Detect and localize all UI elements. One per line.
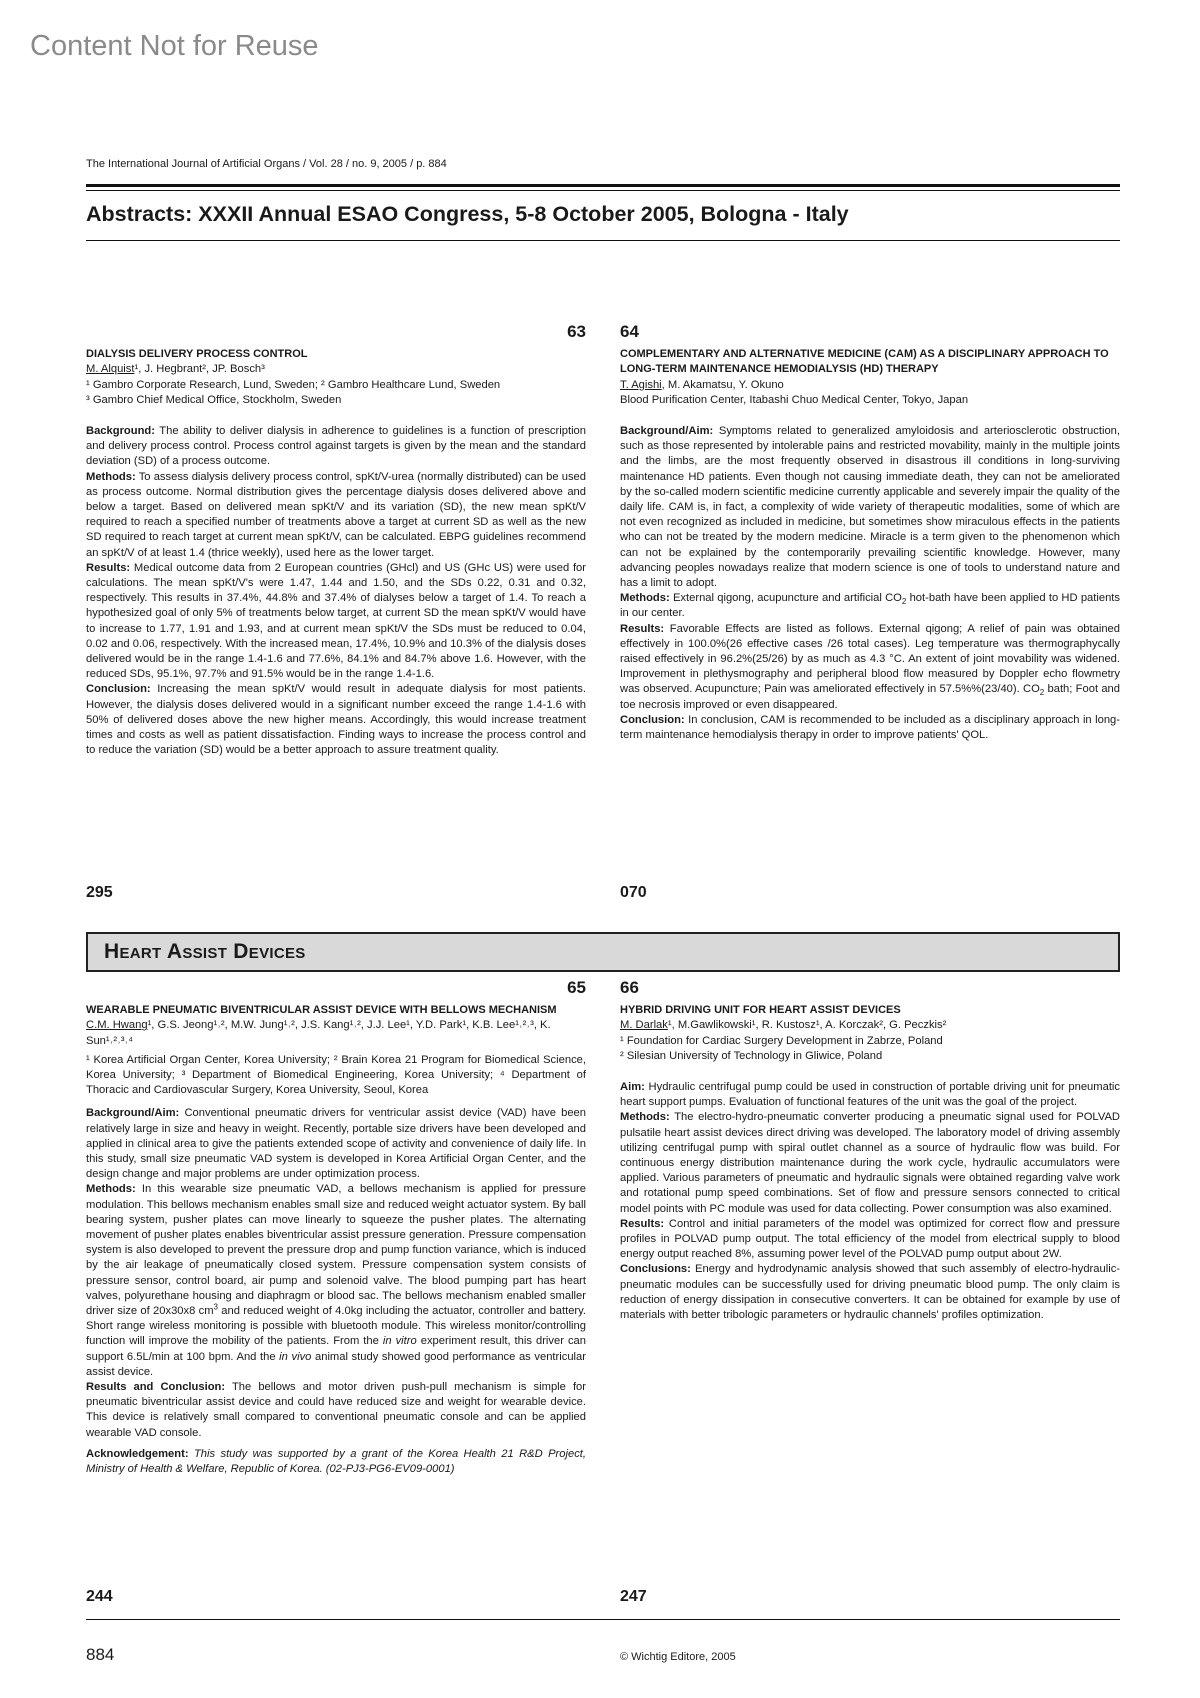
abstract-body: Background/Aim: Conventional pneumatic drivers for ventricular assist device (VAD) have been relatively large in size and heavy in weight. Recently, portable size drivers have been developed and applied in clinical area to give the patients extended scope of activity and convenience of daily life. In this study, small size pneumatic VAD system is developed in Korea Artificial Organ Center, and the design change and major problems are under optimization process. Methods: In this wearable size pneumatic VAD, a bellows mechanism is applied for pressure modulation. This bellows mechanism enables small size and reduced weight actuator system. By ball bearing system, pusher plates can move linearly to squeeze the pusher plates. The alternating movement of pusher plates enables biventricular assist pressure generation. Pressure compensation system is also developed to prevent the pressure drop and pump function variance, which is induced by the air leakage of pneumatically closed system. Pressure compensation system consists of pressure sensor, control board, air pump and solenoid valve. The blood pumping part has heart valves, polyurethane housing and diaphragm or blood sac. The bellows mechanism enabled smaller driver size of 20x30x8 $cm^3$ and reduced weight of 4.0kg including the actuator, controller and battery. Short range wireless monitoring is possible with bluetooth module. This wireless monitor/controlling function will improve the mobility of the patients. From the in vitro experiment result, this driver can support 6.5L/min at 100 bpm. And the in vivo animal study showed good performance as ventricular assist device. Results and Conclusion: The bellows and motor driven push-pull mechanism is simple for pneumatic biventricular assist device and could have reduced size and weight for wearable device. This device is relatively small compared to conventional pneumatic console and can be applied wearable VAD console. Acknowledgement: This study was supported by a grant of the Korea Health 21 R&D Project, Ministry of Health & Welfare, Republic of Korea. (02-PJ3-PG6-EV09-0001) <box>86 1107 587 1476</box>
header-rule-thin <box>86 190 1120 191</box>
abstract-affiliation: ¹ Foundation for Cardiac Surgery Development in Zabrze, Poland <box>620 1034 943 1047</box>
abstract-body: Background: The ability to deliver dialysis in adherence to guidelines is a function of prescription and delivery process control. Process control against targets is given by the mean and the standard deviation (SD) of a process outcome. Methods: To assess dialysis delivery process control, spKt/V-urea (normally distributed) can be used as process outcome. Normal distribution gives the percentage dialysis doses delivered above and below a target. Based on delivered mean spKt/V and its variation (SD), the new mean spKt/V required to reach a specified number of treatments above a target at current SD as well as the new SD required to reach target at current mean spKt/V, can be calculated. EBPG guidelines recommend an spKt/V of at least 1.4 (thrice weekly), used here as the lower target. Results: Medical outcome data from 2 European countries (GHcl) and US (GHc US) were used for calculations. The mean spKt/V's were 1.47, 1.44 and 1.50, and the SDs 0.22, 0.31 and 0.32, respectively. This results in 37.4%, 44.8% and 37.4% of dialyses below a target of 1.4. To reach a hypothesized goal of only 5% of treatments below target, at current SD the mean spKt/V would have to increase to 1.77, 1.91 and 1.93, and at current mean spKt/V the SDs must be reduced to 0.04, 0.02 and 0.06, respectively. With the increased mean, 17.4%, 10.9% and 10.3% of the dialysis doses delivered would be in the range 1.4-1.6 and 77.6%, 84.1% and 84.7% above 1.6. However, with the reduced SDs, 95.1%, 97.7% and 91.5% would be in the range 1.4-1.6. Conclusion: Increasing the mean spKt/V would result in adequate dialysis for most patients. However, the dialysis doses delivered would in a significant number exceed the range 1.4-1.6 with 50% of delivered doses above the new higher means. Accordingly, this would increase treatment times and costs as well as patient dissatisfaction. Finding ways to increase the process control and to reduce the variation (SD) would be a better approach to assure treatment quality. <box>86 425 587 757</box>
abstract-code: 295 <box>86 884 113 901</box>
abstract-66 <box>620 980 1120 1323</box>
abstract-body: Aim: Hydraulic centrifugal pump could be used in construction of portable driving unit for pneumatic heart support pumps. Evaluation of functional features of the unit was the goal of the project. Methods: The electro-hydro-pneumatic converter producing a pneumatic signal used for POLVAD pulsatile heart assist devices direct driving was developed. The laboratory model of driving assembly utilizing centrifugal pump with spiral outlet channel as a source of hydraulic flow was build. For continuous energy distribution maintenance during the work cycle, hydraulic accumulators were applied. Various parameters of pneumatic and hydraulic signals were obtained regarding valve work and rotational pump speed combinations. Set of flow and pressure sensors connected to critical model points with PC module was used for data collecting. Power consumption was also examined. Results: Control and initial parameters of the model was optimized for correct flow and pressure profiles in POLVAD pump output. The total efficiency of the model from electrical supply to blood energy output reached 8%, assuming power level of the POLVAD pump output about 2W. Conclusions: Energy and hydrodynamic analysis showed that such assembly of electro-hydraulic-pneumatic modules can be successfully used for driving pneumatic blood pump. The only claim is reduction of energy dissipation in consecutive converters. It can be obtained for example by use of materials with better tribologic parameters or hydraulic channels' profiles optimization. <box>620 1081 1121 1322</box>
abstract-title: WEARABLE PNEUMATIC BIVENTRICULAR ASSIST DEVICE WITH BELLOWS MECHANISM <box>86 1004 557 1017</box>
abstract-affiliation: ¹ Gambro Corporate Research, Lund, Sweden; ² Gambro Healthcare Lund, Sweden <box>86 378 501 391</box>
section-heading: Heart Assist Devices <box>86 932 1120 972</box>
abstract-code: 244 <box>86 1588 113 1605</box>
page-number: 884 <box>86 1645 115 1664</box>
abstract-number: 64 <box>620 322 639 341</box>
abstract-authors: T. Agishi, M. Akamatsu, Y. Okuno <box>620 378 784 391</box>
running-header: The International Journal of Artificial Organs / Vol. 28 / no. 9, 2005 / p. 884 <box>86 158 447 170</box>
abstract-title: COMPLEMENTARY AND ALTERNATIVE MEDICINE (CAM) AS A DISCIPLINARY APPROACH TO LONG-TERM MAINTENANCE HEMODIALYSIS (HD) THERAPY <box>620 348 1109 376</box>
footer-rule <box>86 1619 1120 1620</box>
abstract-number: 66 <box>620 978 639 997</box>
title-rule <box>86 240 1120 241</box>
abstract-code: 247 <box>620 1588 647 1605</box>
watermark: Content Not for Reuse <box>30 30 319 62</box>
abstract-authors: M. Alquist¹, J. Hegbrant², JP. Bosch³ <box>86 363 265 376</box>
abstract-code: 070 <box>620 884 647 901</box>
abstract-number: 65 <box>567 978 586 997</box>
abstract-65 <box>86 980 586 1477</box>
abstract-authors: M. Darlak¹, M.Gawlikowski¹, R. Kustosz¹, A. Korczak², G. Peczkis² <box>620 1019 947 1032</box>
abstract-title: HYBRID DRIVING UNIT FOR HEART ASSIST DEVICES <box>620 1004 901 1017</box>
abstract-affiliation: ³ Gambro Chief Medical Office, Stockholm, Sweden <box>86 393 342 406</box>
abstract-number: 63 <box>567 322 586 341</box>
abstract-title: DIALYSIS DELIVERY PROCESS CONTROL <box>86 348 308 361</box>
page-title: Abstracts: XXXII Annual ESAO Congress, 5-8 October 2005, Bologna - Italy <box>86 202 849 226</box>
abstract-authors: C.M. Hwang¹, G.S. Jeong¹˒², M.W. Jung¹˒², J.S. Kang¹˒², J.J. Lee¹, Y.D. Park¹, K.B. Lee¹˒²˒³, K. Sun¹˒²˒³˒⁴ <box>86 1019 551 1047</box>
abstract-affiliation: Blood Purification Center, Itabashi Chuo Medical Center, Tokyo, Japan <box>620 393 969 406</box>
abstract-affiliation: ¹ Korea Artificial Organ Center, Korea University; ² Brain Korea 21 Program for Biomedical Science, Korea University; ³ Department of Biomedical Engineering, Korea University; ⁴ Department of Thoracic and Cardiovascular Surgery, Korea University, Seoul, Korea <box>86 1053 586 1097</box>
abstract-affiliation: ² Silesian University of Technology in Gliwice, Poland <box>620 1049 883 1062</box>
copyright: © Wichtig Editore, 2005 <box>620 1651 736 1663</box>
header-rule <box>86 184 1120 187</box>
abstract-63 <box>86 324 586 758</box>
abstract-body: Background/Aim: Symptoms related to generalized amyloidosis and arteriosclerotic obstruction, such as those represented by intolerable pains and restricted movability, mainly in the multiple joints and the limbs, are the most frequently observed in disastrous ill conditions in long-surviving maintenance HD patients. Even though not causing immediate death, they can not be ameliorated by the so-called modern scientific medicine currently applicable and severely impair the quality of the daily life. CAM is, in fact, a complexity of wide variety of therapeutic modalities, some of which are not even recognized as included in medicine, but sometimes show miraculous effects in the patients who can not be treated by the modern medicine. Miracle is a term given to the phenomenon which can not be explained by the contemporarily prevailing scientific knowledge. However, many advancing peoples nowadays realize that modern science is one of tools to understand nature and has a limit to adopt. Methods: External qigong, acupuncture and artificial $CO_2$ hot-bath have been applied to HD patients in our center. Results: Favorable Effects are listed as follows. External qigong; A relief of pain was obtained effectively in 100.0%(26 effective cases /26 total cases). Leg temperature was thermographycally raised effectively in 96.2%(25/26) by as much as 4.3 °C. An extent of joint movability was widened. Improvement in plethysmography and peripheral blood flow measured by Doppler echo flowmetry was observed. Acupuncture; Pain was ameliorated effectively in 57.5%%(23/40). $CO_2$ bath; Foot and toe necrosis improved or even disappeared. Conclusion: In conclusion, CAM is recommended to be included as a disciplinary approach in long-term maintenance hemodialysis therapy in order to improve patients' QOL. <box>620 425 1121 742</box>
abstract-64 <box>620 324 1120 743</box>
